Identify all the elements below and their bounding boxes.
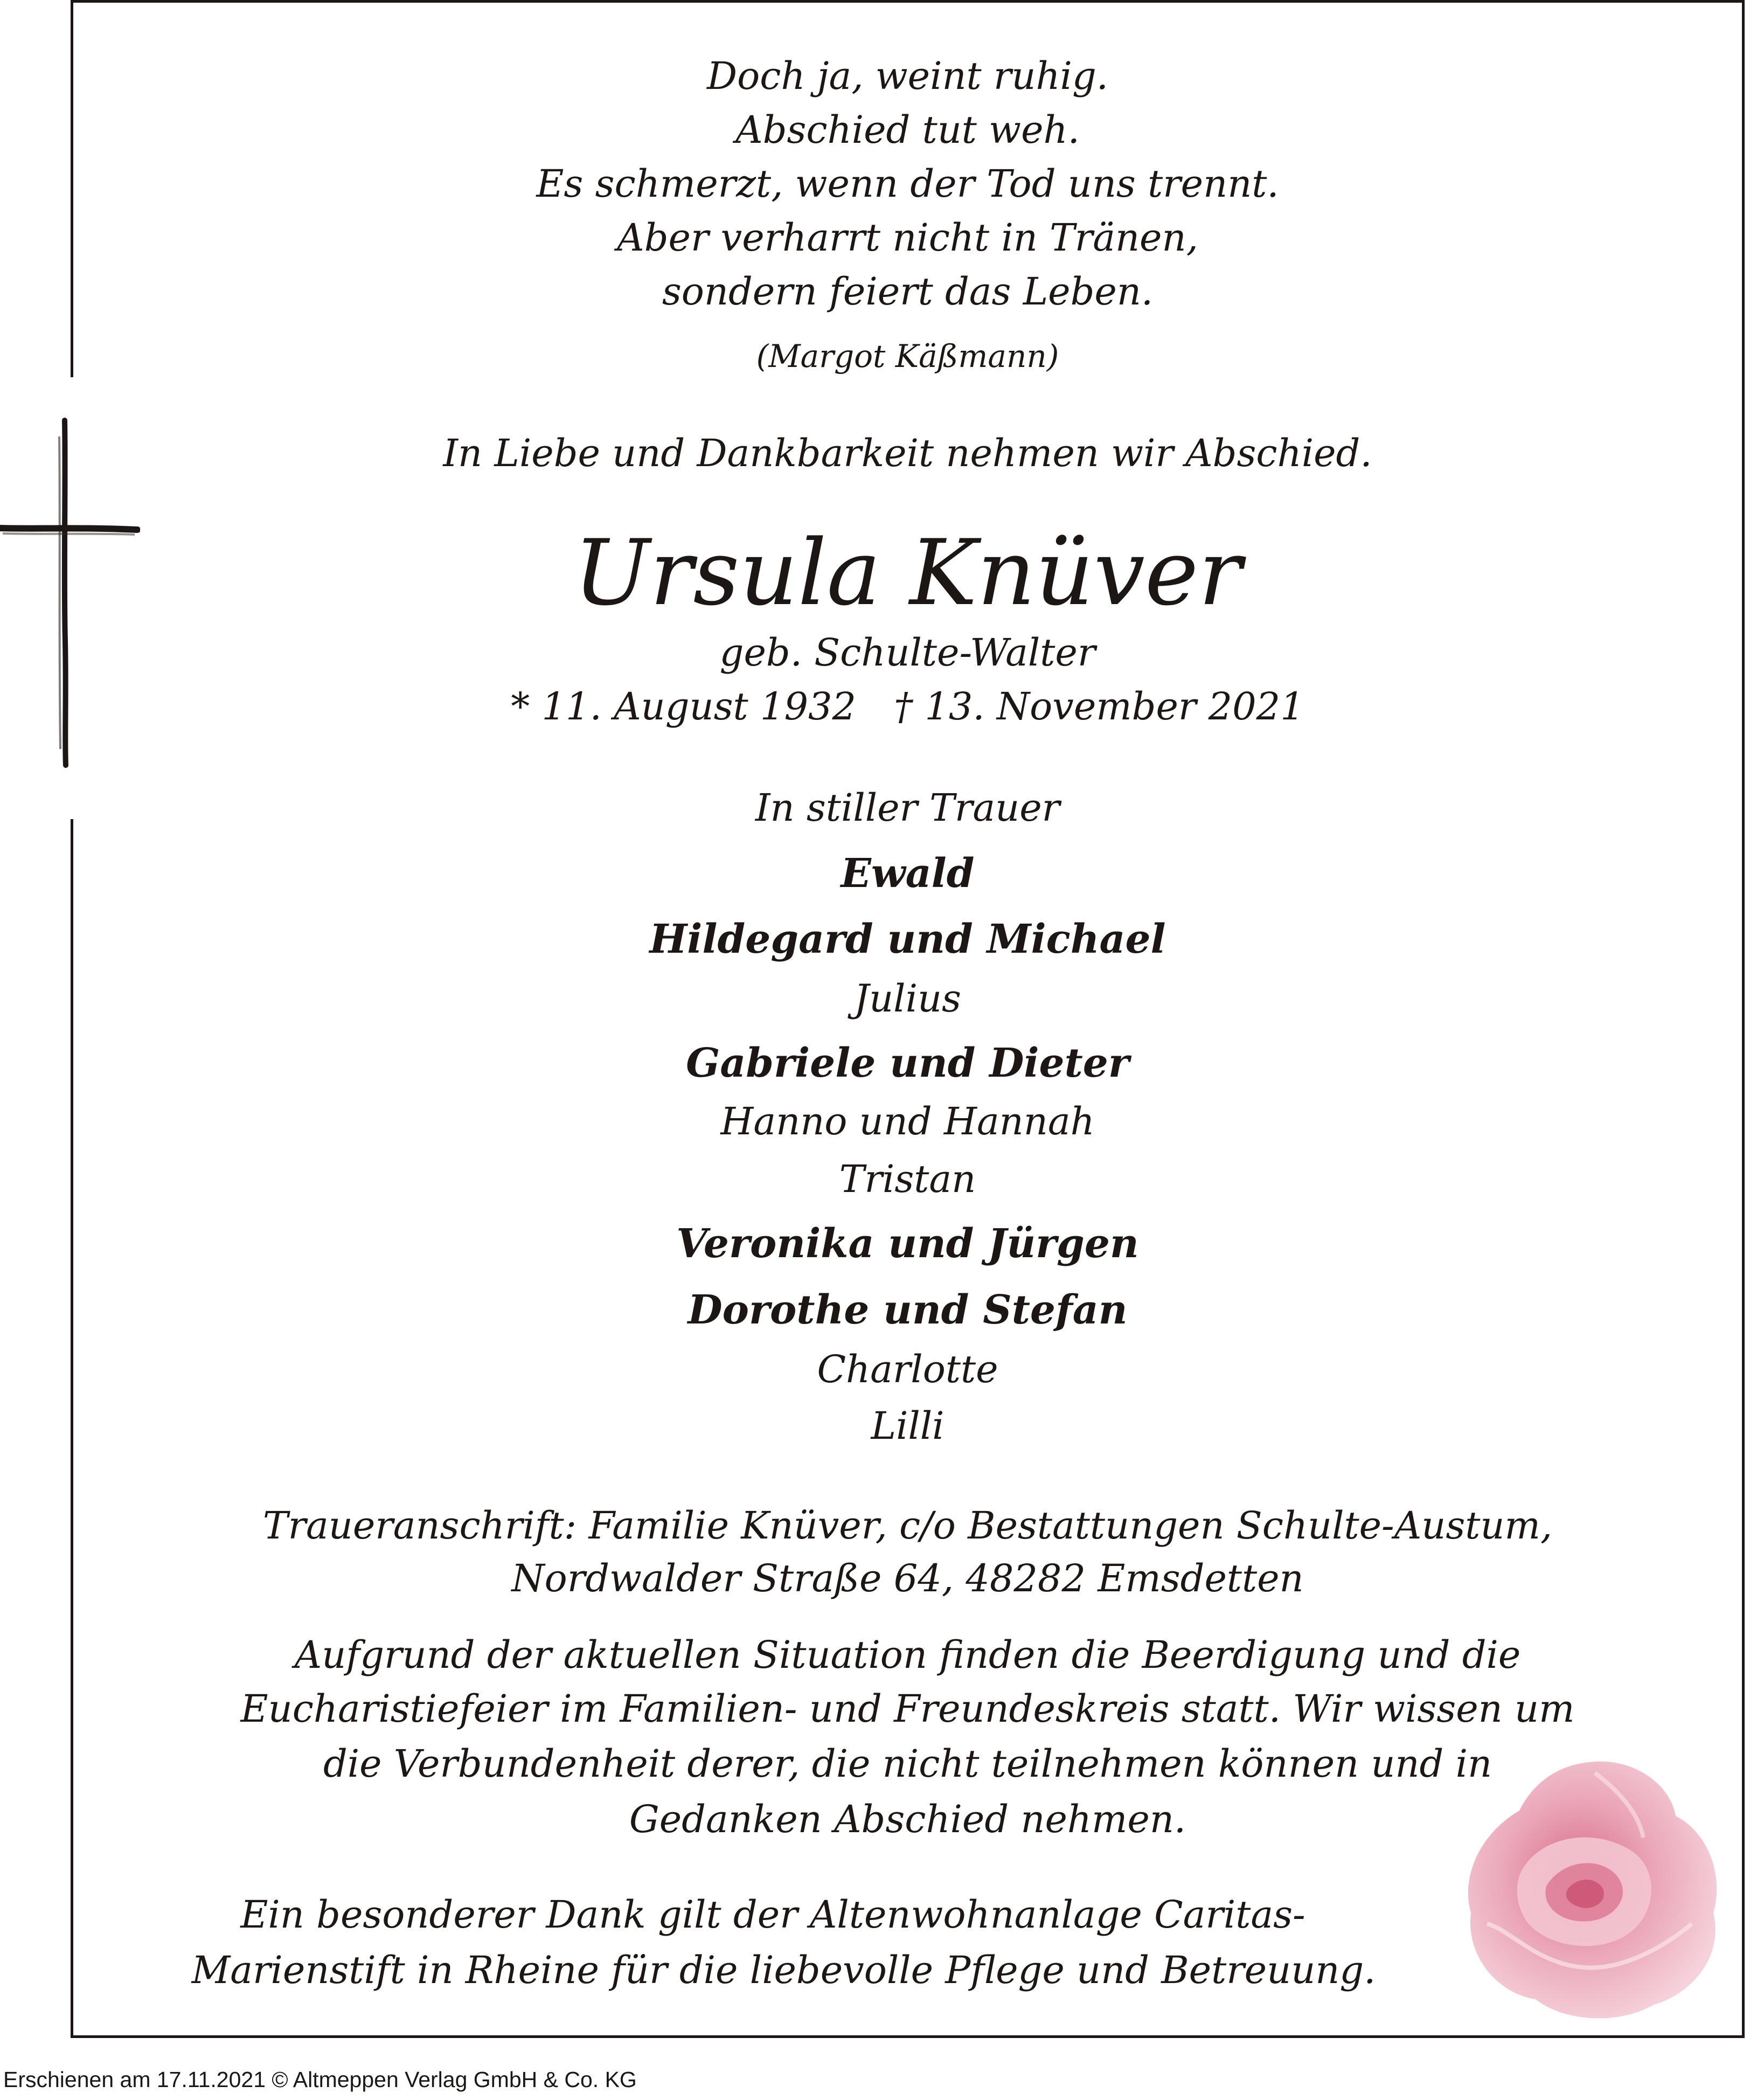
thanks-line: Marienstift in Rheine für die liebevolle Pflege und Betreuung.: [191, 1948, 1376, 1992]
mourner-name: Hildegard und Michael: [649, 916, 1166, 962]
death-date: 13. November 2021: [925, 684, 1304, 729]
notice-line: Gedanken Abschied nehmen.: [629, 1797, 1186, 1841]
mourner-name: Julius: [854, 976, 961, 1021]
intro-line: In Liebe und Dankbarkeit nehmen wir Abschied.: [443, 431, 1372, 475]
quote-line: Abschied tut weh.: [735, 108, 1080, 152]
mourner-name: Tristan: [839, 1157, 976, 1201]
mourner-name: Veronika und Jürgen: [676, 1221, 1139, 1267]
address-line: Nordwalder Straße 64, 48282 Emsdetten: [511, 1556, 1304, 1600]
mourning-heading: In stiller Trauer: [755, 786, 1060, 830]
mourner-name: Lilli: [871, 1404, 945, 1448]
publication-footer: Erschienen am 17.11.2021 © Altmeppen Verlag GmbH & Co. KG: [3, 2067, 637, 2092]
life-dates: [73, 684, 1742, 729]
deceased-name: Ursula Knüver: [573, 520, 1242, 626]
maiden-name: geb. Schulte-Walter: [719, 630, 1096, 675]
rose-icon: [1455, 1751, 1735, 2032]
mourner-name: Gabriele und Dieter: [686, 1040, 1129, 1086]
quote-line: Aber verharrt nicht in Tränen,: [617, 216, 1198, 260]
death-symbol: †: [894, 684, 913, 729]
mourner-name: Dorothe und Stefan: [688, 1287, 1128, 1333]
mourner-name: Charlotte: [817, 1347, 998, 1391]
mourner-name: Ewald: [841, 850, 975, 897]
mourner-name: Hanno und Hannah: [720, 1099, 1095, 1143]
notice-line: Eucharistiefeier im Familien- und Freundeskreis statt. Wir wissen um: [240, 1687, 1575, 1731]
quote-line: sondern feiert das Leben.: [662, 269, 1154, 314]
quote-line: Es schmerzt, wenn der Tod uns trennt.: [536, 162, 1279, 206]
thanks-line: Ein besonderer Dank gilt der Altenwohnanlage Caritas-: [240, 1893, 1305, 1937]
quote-line: Doch ja, weint ruhig.: [706, 54, 1108, 98]
notice-line: die Verbundenheit derer, die nicht teilnehmen können und in: [323, 1742, 1492, 1786]
notice-line: Aufgrund der aktuellen Situation finden die Beerdigung und die: [294, 1633, 1521, 1677]
address-line: Traueranschrift: Familie Knüver, c/o Bestattungen Schulte-Austum,: [262, 1503, 1553, 1548]
quote-author: (Margot Käßmann): [756, 338, 1059, 375]
birth-date: * 11. August 1932: [511, 684, 857, 729]
